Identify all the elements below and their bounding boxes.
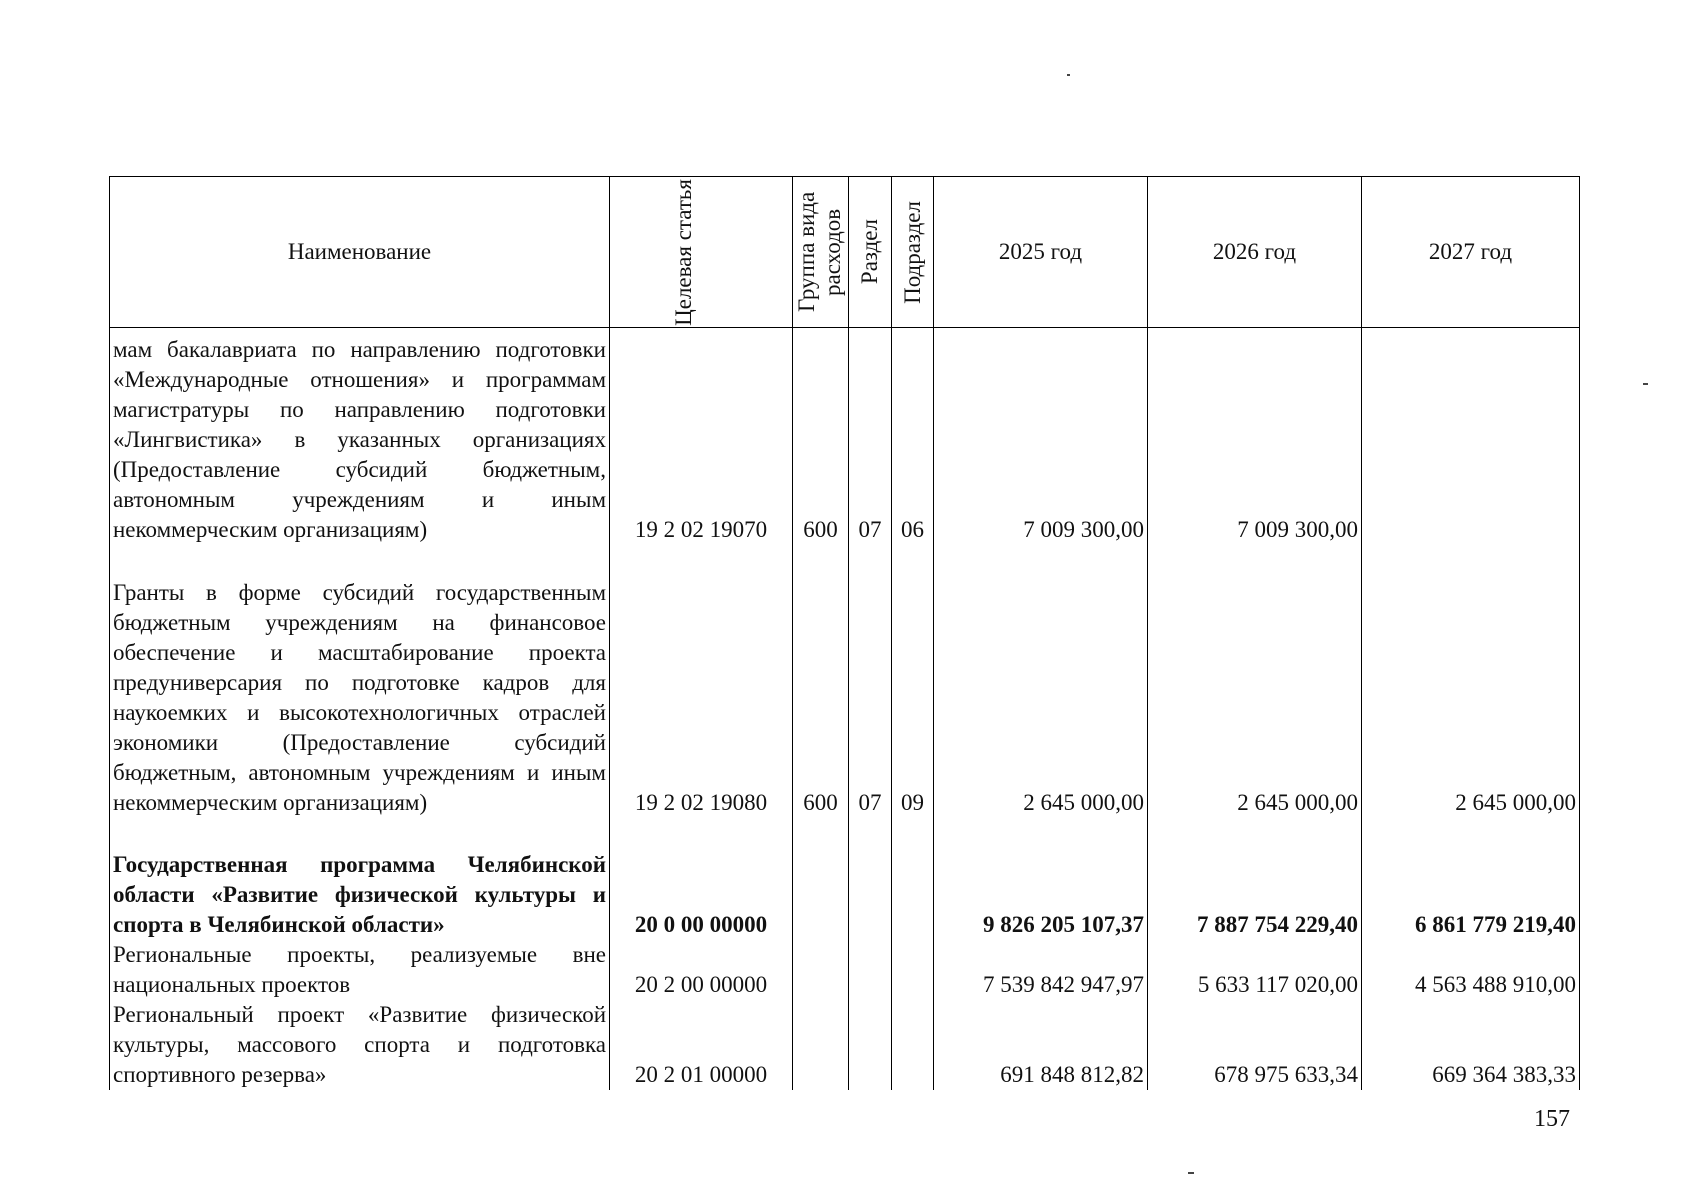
row-amount-2025: 2 645 000,00 bbox=[934, 545, 1148, 818]
row-amount-2027: 6 861 779 219,40 bbox=[1362, 818, 1580, 940]
row-amount-2025: 7 539 842 947,97 bbox=[934, 940, 1148, 1000]
row-name: Региональные проекты, реализуемые вне национальных проектов bbox=[110, 940, 610, 1000]
row-amount-2026: 678 975 633,34 bbox=[1148, 1000, 1362, 1090]
row-amount-2026: 7 009 300,00 bbox=[1148, 328, 1362, 545]
table-row bbox=[110, 545, 1580, 818]
row-target-article: 20 2 01 00000 bbox=[610, 1000, 793, 1090]
row-amount-2027: 669 364 383,33 bbox=[1362, 1000, 1580, 1090]
row-amount-2026: 7 887 754 229,40 bbox=[1148, 818, 1362, 940]
row-name: Государственная программа Челябинской области «Развитие физической культуры и спорта в Челябинской области» bbox=[110, 818, 610, 940]
row-section bbox=[849, 818, 892, 940]
header-name: Наименование bbox=[110, 177, 610, 328]
row-subsection: 06 bbox=[892, 328, 934, 545]
row-expense-group bbox=[793, 1000, 849, 1090]
row-subsection bbox=[892, 940, 934, 1000]
row-section: 07 bbox=[849, 328, 892, 545]
row-target-article: 19 2 02 19070 bbox=[610, 328, 793, 545]
row-amount-2025: 7 009 300,00 bbox=[934, 328, 1148, 545]
scan-speck bbox=[1188, 1172, 1194, 1174]
row-amount-2027 bbox=[1362, 328, 1580, 545]
row-target-article: 20 2 00 00000 bbox=[610, 940, 793, 1000]
header-2026: 2026 год bbox=[1148, 177, 1362, 328]
table-row bbox=[110, 1000, 1580, 1090]
table-row bbox=[110, 818, 1580, 940]
row-subsection bbox=[892, 818, 934, 940]
header-expense-group: Группа вида расходов bbox=[793, 177, 849, 328]
page-number: 157 bbox=[1534, 1106, 1570, 1132]
row-name: мам бакалавриата по направлению подготовки «Международные отношения» и программам магистратуры по направлению подготовки «Лингвистика» в указанных организациях (Предоставление субсидий бюджетным, автономным учреждениям и иным некоммерческим организациям) bbox=[110, 328, 610, 545]
row-section bbox=[849, 940, 892, 1000]
row-expense-group: 600 bbox=[793, 545, 849, 818]
row-section: 07 bbox=[849, 545, 892, 818]
row-name: Гранты в форме субсидий государственным бюджетным учреждениям на финансовое обеспечение и масштабирование проекта предуниверсария по подготовке кадров для наукоемких и высокотехнологичных отраслей экономики (Предоставление субсидий бюджетным, автономным учреждениям и иным некоммерческим организациям) bbox=[110, 545, 610, 818]
row-amount-2027: 4 563 488 910,00 bbox=[1362, 940, 1580, 1000]
row-name: Региональный проект «Развитие физической культуры, массового спорта и подготовка спортивного резерва» bbox=[110, 1000, 610, 1090]
header-2027: 2027 год bbox=[1362, 177, 1580, 328]
header-2025: 2025 год bbox=[934, 177, 1148, 328]
row-expense-group bbox=[793, 940, 849, 1000]
header-section: Раздел bbox=[849, 177, 892, 328]
header-subsection: Подраздел bbox=[892, 177, 934, 328]
scan-speck bbox=[1643, 383, 1648, 385]
row-amount-2025: 9 826 205 107,37 bbox=[934, 818, 1148, 940]
row-subsection bbox=[892, 1000, 934, 1090]
scan-speck bbox=[1067, 74, 1070, 76]
table-row bbox=[110, 328, 1580, 545]
row-amount-2026: 2 645 000,00 bbox=[1148, 545, 1362, 818]
row-section bbox=[849, 1000, 892, 1090]
row-amount-2025: 691 848 812,82 bbox=[934, 1000, 1148, 1090]
row-target-article: 19 2 02 19080 bbox=[610, 545, 793, 818]
table-header-row bbox=[110, 177, 1580, 328]
row-target-article: 20 0 00 00000 bbox=[610, 818, 793, 940]
budget-table bbox=[109, 176, 1580, 1090]
row-amount-2026: 5 633 117 020,00 bbox=[1148, 940, 1362, 1000]
header-target-article: Целевая статья bbox=[610, 177, 793, 328]
row-subsection: 09 bbox=[892, 545, 934, 818]
row-expense-group bbox=[793, 818, 849, 940]
row-expense-group: 600 bbox=[793, 328, 849, 545]
table-row bbox=[110, 940, 1580, 1000]
row-amount-2027: 2 645 000,00 bbox=[1362, 545, 1580, 818]
